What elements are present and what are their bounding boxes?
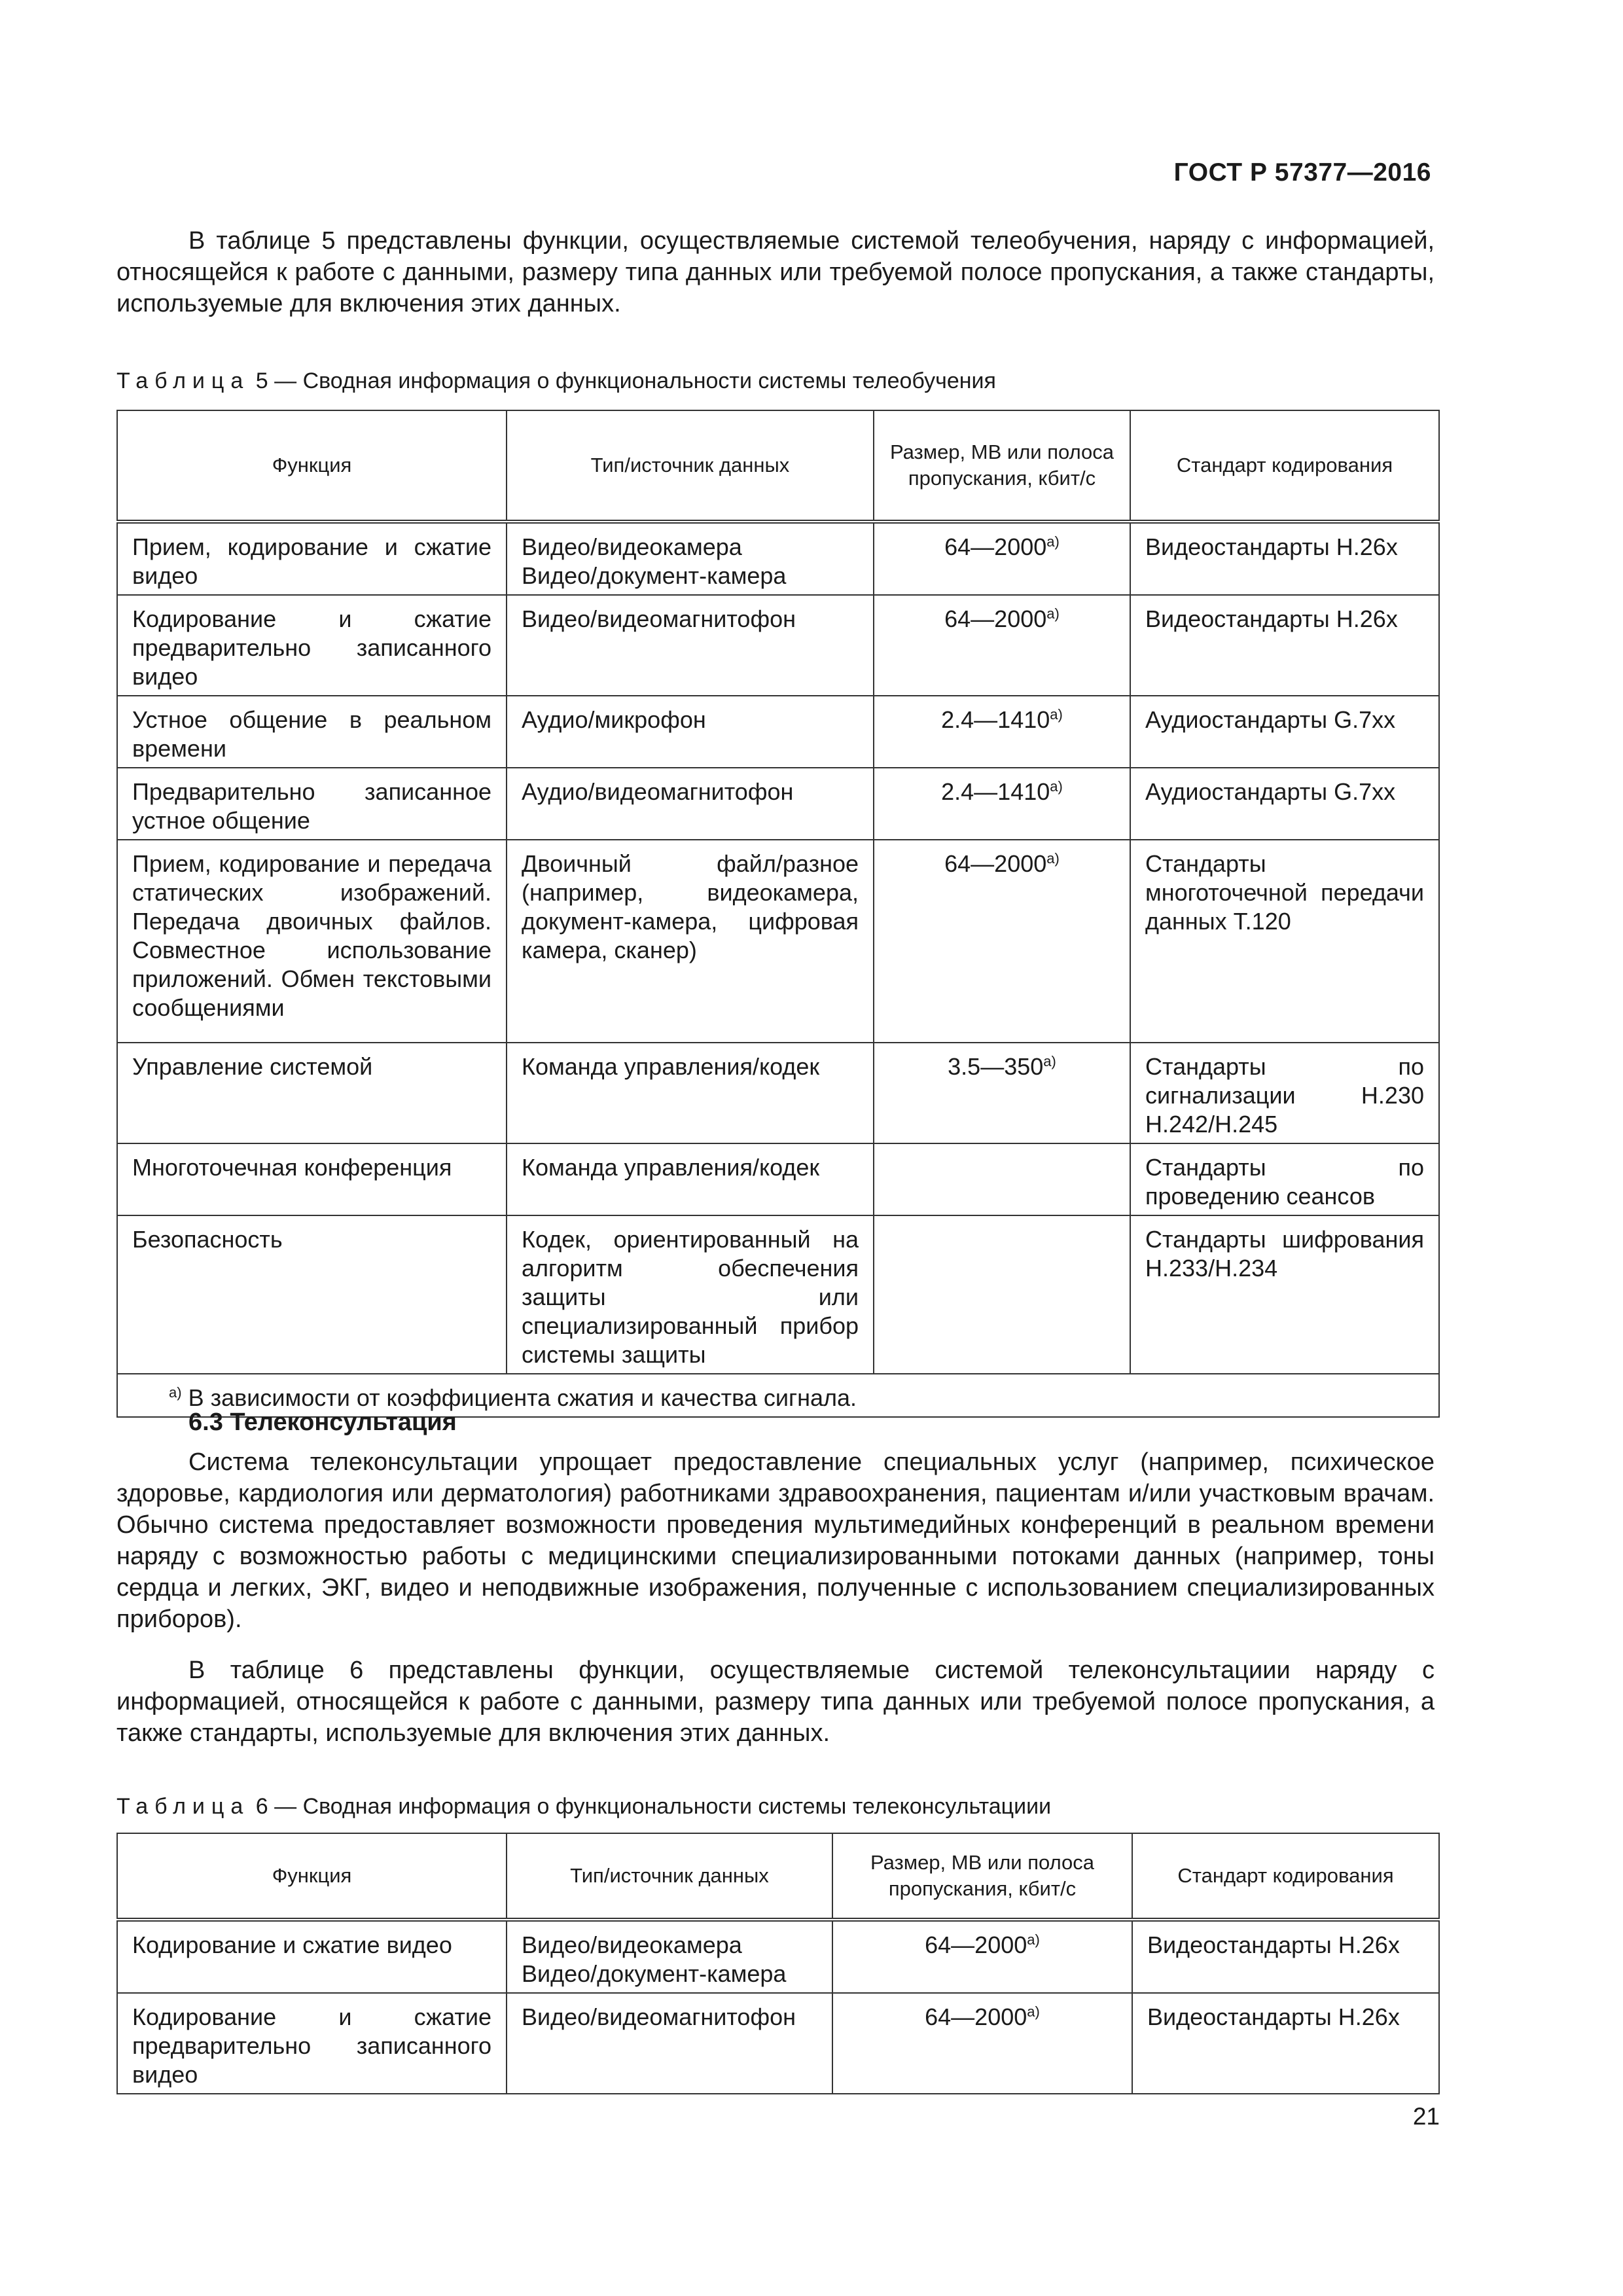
cell-function: Кодирование и сжатие предварительно записанного видео	[117, 595, 507, 696]
page-number: 21	[1412, 2103, 1440, 2130]
cell-size-value: 2.4—1410	[941, 778, 1050, 805]
cell-size-value: 64—2000	[944, 605, 1047, 632]
table6-header-size: Размер, МВ или полоса пропускания, кбит/с	[832, 1833, 1132, 1920]
cell-function: Безопасность	[117, 1215, 507, 1374]
cell-size	[874, 595, 1130, 696]
cell-size	[874, 522, 1130, 595]
cell-standard: Аудиостандарты G.7xx	[1130, 768, 1439, 840]
cell-size	[874, 696, 1130, 768]
cell-source-line: Видео/видеокамера	[522, 1931, 742, 1958]
cell-standard: Стандарты шифрования H.233/H.234	[1130, 1215, 1439, 1374]
table5-header-standard: Стандарт кодирования	[1130, 410, 1439, 522]
cell-size	[874, 768, 1130, 840]
cell-standard: Аудиостандарты G.7xx	[1130, 696, 1439, 768]
table-row	[117, 1993, 1439, 2094]
cell-source-line: Команда управления/кодек	[522, 1154, 820, 1181]
cell-size	[832, 1993, 1132, 2094]
footnote-ref: a)	[1027, 1931, 1040, 1948]
cell-function: Устное общение в реальном времени	[117, 696, 507, 768]
table6-header-row	[117, 1833, 1439, 1920]
cell-size-value: 3.5—350	[948, 1053, 1044, 1080]
table5-header-source: Тип/источник данных	[507, 410, 874, 522]
cell-size-value: 64—2000	[944, 533, 1047, 560]
cell-source-line: Аудио/видеомагнитофон	[522, 778, 794, 805]
table6-caption	[116, 1794, 1051, 1820]
cell-source-line: Команда управления/кодек	[522, 1053, 820, 1080]
cell-source-line: Кодек, ориентированный на алгоритм обеспечения защиты или специализированный прибор системы защиты	[522, 1226, 859, 1368]
cell-function: Многоточечная конференция	[117, 1143, 507, 1215]
footnote-text: В зависимости от коэффициента сжатия и качества сигнала.	[188, 1384, 857, 1411]
table5-caption	[116, 368, 996, 394]
table6-header-source: Тип/источник данных	[507, 1833, 832, 1920]
cell-standard: Стандарты многоточечной передачи данных T.120	[1130, 840, 1439, 1043]
cell-source-line: Видео/видеомагнитофон	[522, 2003, 796, 2030]
cell-standard: Видеостандарты H.26x	[1132, 1920, 1439, 1993]
footnote-ref: a)	[1027, 2003, 1040, 2020]
cell-source	[507, 1993, 832, 2094]
cell-source	[507, 768, 874, 840]
table5-caption-word: Таблица	[116, 368, 250, 393]
table6-header-standard: Стандарт кодирования	[1132, 1833, 1439, 1920]
table-row	[117, 696, 1439, 768]
section-title: 6.3 Телеконсультация	[188, 1408, 457, 1436]
cell-function: Кодирование и сжатие предварительно записанного видео	[117, 1993, 507, 2094]
cell-source-line: Видео/документ-камера	[522, 1960, 787, 1987]
table6-caption-text: 6 — Сводная информация о функциональности системы телеконсультациии	[255, 1794, 1052, 1819]
footnote-mark: a)	[169, 1384, 182, 1401]
table5-header-row	[117, 410, 1439, 522]
table-row	[117, 522, 1439, 595]
cell-size	[874, 1215, 1130, 1374]
footnote-ref: a)	[1046, 850, 1060, 867]
footnote-ref: a)	[1046, 533, 1060, 550]
footnote-ref: a)	[1050, 706, 1063, 723]
cell-source	[507, 1215, 874, 1374]
intro-paragraph: В таблице 5 представлены функции, осуществляемые системой телеобучения, наряду с информацией, относящейся к работе с данными, размеру типа данных или требуемой полосе пропускания, а также стандарты, используемые для включения этих данных.	[116, 227, 1435, 317]
table5	[116, 410, 1440, 1418]
cell-standard: Видеостандарты H.26x	[1130, 522, 1439, 595]
cell-source-line: Видео/документ-камера	[522, 562, 787, 589]
cell-size-value: 64—2000	[925, 2003, 1027, 2030]
table5-caption-text: 5 — Сводная информация о функциональности системы телеобучения	[255, 368, 996, 393]
cell-source-line: Видео/видеомагнитофон	[522, 605, 796, 632]
cell-size	[874, 840, 1130, 1043]
cell-function: Прием, кодирование и сжатие видео	[117, 522, 507, 595]
table-row	[117, 768, 1439, 840]
cell-function: Кодирование и сжатие видео	[117, 1920, 507, 1993]
table-row	[117, 1143, 1439, 1215]
cell-function: Предварительно записанное устное общение	[117, 768, 507, 840]
cell-source	[507, 522, 874, 595]
cell-source-line: Аудио/микрофон	[522, 706, 706, 733]
table-row	[117, 1215, 1439, 1374]
footnote-ref: a)	[1043, 1053, 1056, 1069]
footnote-ref: a)	[1046, 605, 1060, 622]
table-row	[117, 595, 1439, 696]
cell-source	[507, 1143, 874, 1215]
table-row	[117, 1920, 1439, 1993]
table-row	[117, 1043, 1439, 1143]
cell-source-line: Двоичный файл/разное (например, видеокамера, документ-камера, цифровая камера, сканер)	[522, 850, 859, 963]
cell-size-value: 2.4—1410	[941, 706, 1050, 733]
cell-size-value: 64—2000	[944, 850, 1047, 877]
cell-standard: Видеостандарты H.26x	[1132, 1993, 1439, 2094]
cell-function: Прием, кодирование и передача статических изображений. Передача двоичных файлов. Совместное использование приложений. Обмен текстовыми сообщениями	[117, 840, 507, 1043]
table6-header-function: Функция	[117, 1833, 507, 1920]
cell-size	[874, 1043, 1130, 1143]
cell-standard: Стандарты по проведению сеансов	[1130, 1143, 1439, 1215]
cell-source	[507, 1920, 832, 1993]
table6	[116, 1833, 1440, 2094]
table-row	[117, 840, 1439, 1043]
footnote-ref: a)	[1050, 778, 1063, 795]
cell-source-line: Видео/видеокамера	[522, 533, 742, 560]
table5-header-size: Размер, МВ или полоса пропускания, кбит/с	[874, 410, 1130, 522]
section-paragraph-2: В таблице 6 представлены функции, осуществляемые системой телеконсультациии наряду с информацией, относящейся к работе с данными, размеру типа данных или требуемой полосе пропускания, а также стандарты, используемые для включения этих данных.	[116, 1657, 1435, 1747]
cell-standard: Стандарты по сигнализации H.230 H.242/H.245	[1130, 1043, 1439, 1143]
cell-size	[874, 1143, 1130, 1215]
cell-size	[832, 1920, 1132, 1993]
cell-size-value: 64—2000	[925, 1931, 1027, 1958]
table6-caption-word: Таблица	[116, 1794, 250, 1819]
cell-source	[507, 696, 874, 768]
table5-header-function: Функция	[117, 410, 507, 522]
cell-source	[507, 1043, 874, 1143]
cell-standard: Видеостандарты H.26x	[1130, 595, 1439, 696]
cell-function: Управление системой	[117, 1043, 507, 1143]
cell-source	[507, 840, 874, 1043]
cell-source	[507, 595, 874, 696]
section-paragraph-1: Система телеконсультации упрощает предоставление специальных услуг (например, психическое здоровье, кардиология или дерматология) работниками здравоохранения, пациентам и/или участковым врачам. Обычно система предоставляет возможности проведения мультимедийных конференций в реальном времени наряду с возможностью работы с медицинскими специализированными потоками данных (например, тоны сердца и легких, ЭКГ, видео и неподвижные изображения, полученные с использованием специализированных приборов).	[116, 1448, 1435, 1633]
document-code-header: ГОСТ Р 57377—2016	[1173, 158, 1431, 187]
